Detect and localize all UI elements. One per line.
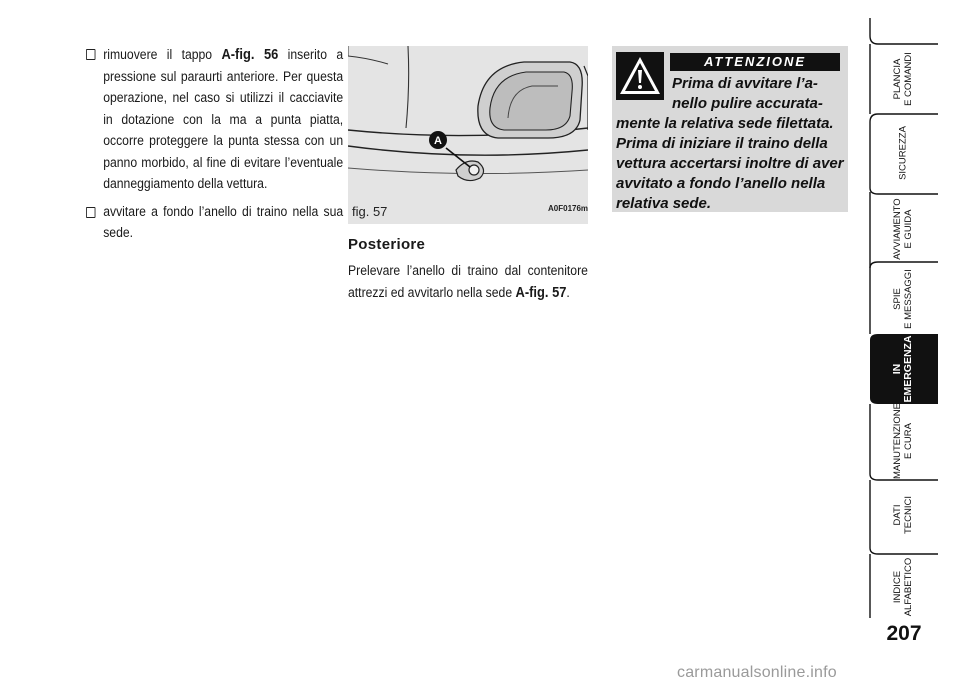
checkbox-bullet-icon bbox=[86, 49, 95, 60]
tab-avviamento[interactable] bbox=[868, 194, 938, 264]
bullet-text-pre: rimuovere il tappo bbox=[103, 47, 222, 63]
tab-dati[interactable] bbox=[868, 480, 938, 550]
tab-label: INDICE ALFABETICO bbox=[892, 557, 914, 617]
warning-rest: mente la relativa sede filettata. Prima di iniziare il traino della vettura accertarsi inoltre di aver avvitato a fondo l’anello nella relativa sede. bbox=[616, 115, 844, 212]
tab-sicurezza[interactable] bbox=[868, 118, 938, 188]
figure-label: fig. 57 bbox=[352, 204, 388, 219]
watermark: carmanualsonline.info bbox=[677, 664, 837, 681]
bullet-list bbox=[86, 44, 344, 251]
tab-label: SPIE E MESSAGGI bbox=[892, 269, 914, 329]
bullet-text-post: inserito a pressione sul paraurti anteriore. Per questa operazione, nel caso si utilizzi il cacciavite in dotazione con la ma a punta piatta, occorre proteggere la punta stessa con un panno morbido, al fine di evitare l’eventuale danneggiamento della vettura. bbox=[103, 47, 344, 192]
warning-title: ATTENZIONE bbox=[670, 53, 840, 71]
figure-code: A0F0176m bbox=[548, 204, 589, 213]
section-rear bbox=[348, 236, 588, 304]
tab-manutenzione[interactable] bbox=[868, 403, 938, 479]
warning-line-2: nello pulire accurata- bbox=[672, 95, 823, 112]
tab-spie[interactable] bbox=[868, 264, 938, 334]
callout-a-label: A bbox=[434, 135, 442, 147]
tab-emergenza[interactable] bbox=[868, 334, 938, 404]
figure-rear-bumper bbox=[348, 46, 588, 224]
tab-indice[interactable] bbox=[868, 552, 938, 622]
tab-label: AVVIAMENTO E GUIDA bbox=[892, 198, 914, 260]
section-body: Prelevare l’anello di traino dal contenitore attrezzi ed avvitarlo nella sede bbox=[348, 263, 588, 301]
warning-box bbox=[612, 46, 848, 212]
tab-label: SICUREZZA bbox=[897, 126, 909, 180]
figure-reference: A-fig. 56 bbox=[221, 46, 279, 63]
bullet-item-screw-ring bbox=[86, 202, 343, 245]
tab-label: PLANCIA E COMANDI bbox=[892, 52, 914, 106]
warning-line-1: Prima di avvitare l’a- bbox=[672, 75, 818, 92]
section-end: . bbox=[566, 285, 570, 301]
section-heading: Posteriore bbox=[348, 236, 426, 253]
page-number: 207 bbox=[886, 622, 922, 645]
bumper-illustration bbox=[348, 46, 588, 224]
tab-plancia[interactable] bbox=[868, 44, 938, 114]
section-text bbox=[348, 261, 588, 304]
tab-label: IN EMERGENZA bbox=[891, 335, 914, 403]
warning-text bbox=[616, 74, 844, 214]
bullet-text: avvitare a fondo l’anello di traino nella sua sede. bbox=[103, 203, 344, 241]
checkbox-bullet-icon bbox=[86, 207, 95, 218]
bullet-item-remove-cap bbox=[86, 44, 343, 196]
chapter-tabs bbox=[868, 18, 938, 618]
tab-label: DATI TECNICI bbox=[892, 496, 914, 534]
tab-label: MANUTENZIONE E CURA bbox=[892, 403, 914, 479]
figure-reference: A-fig. 57 bbox=[515, 284, 567, 301]
